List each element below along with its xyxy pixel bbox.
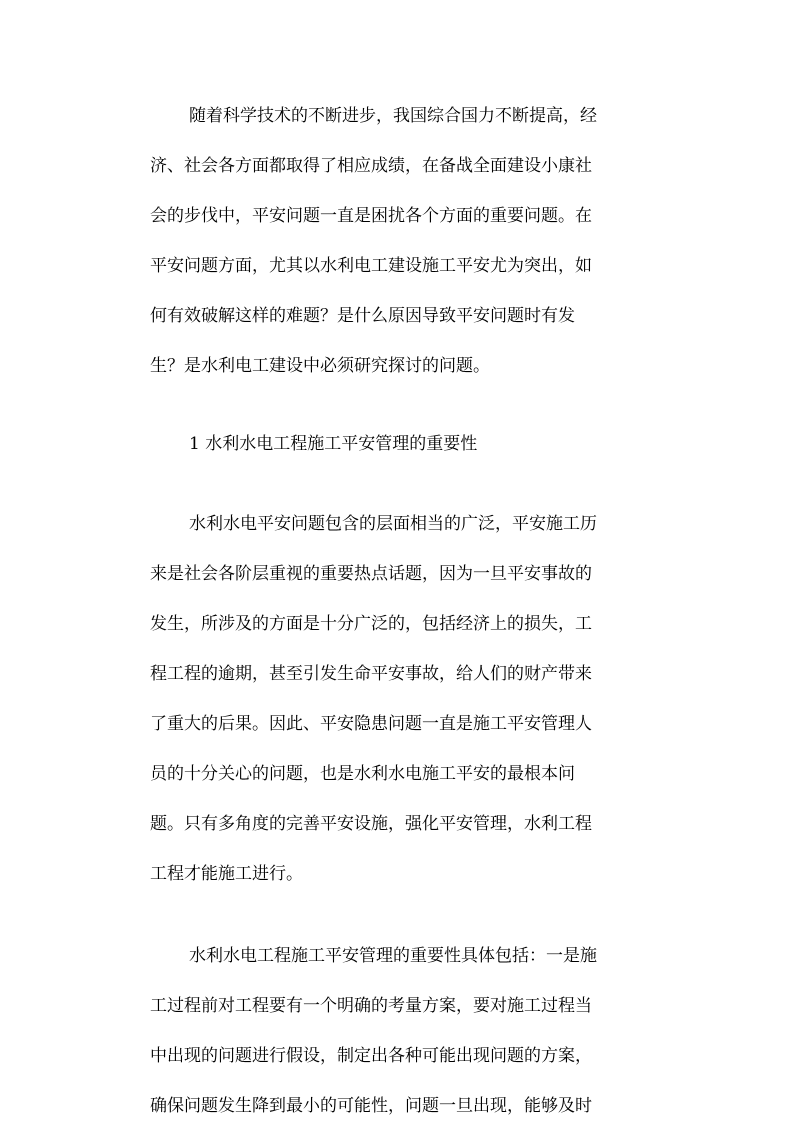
- body-paragraph-line: 水利水电平安问题包含的层面相当的广泛，平安施工历: [189, 514, 597, 534]
- body-paragraph-line: 员的十分关心的问题，也是水利水电施工平安的最根本问: [150, 764, 575, 784]
- intro-paragraph-line: 生？是水利电工建设中必须研究探讨的问题。: [150, 356, 490, 376]
- body-paragraph-line: 工过程前对工程要有一个明确的考量方案，要对施工过程当: [150, 996, 592, 1016]
- body-paragraph-line: 工程才能施工进行。: [150, 864, 303, 884]
- body-paragraph-line: 了重大的后果。因此、平安隐患问题一直是施工平安管理人: [150, 714, 592, 734]
- body-paragraph-line: 程工程的逾期，甚至引发生命平安事故，给人们的财产带来: [150, 664, 592, 684]
- body-paragraph-line: 中出现的问题进行假设，制定出各种可能出现问题的方案，: [150, 1046, 592, 1066]
- intro-paragraph-line: 随着科学技术的不断进步，我国综合国力不断提高，经: [189, 106, 597, 126]
- body-paragraph-line: 题。只有多角度的完善平安设施，强化平安管理，水利工程: [150, 814, 592, 834]
- body-paragraph-line: 来是社会各阶层重视的重要热点话题，因为一旦平安事故的: [150, 564, 592, 584]
- intro-paragraph-line: 会的步伐中，平安问题一直是困扰各个方面的重要问题。在: [150, 206, 592, 226]
- body-paragraph-line: 确保问题发生降到最小的可能性，问题一旦出现，能够及时: [150, 1096, 592, 1116]
- body-paragraph-line: 水利水电工程施工平安管理的重要性具体包括：一是施: [189, 946, 597, 966]
- body-paragraph-line: 发生，所涉及的方面是十分广泛的，包括经济上的损失，工: [150, 614, 592, 634]
- section-heading: 1 水利水电工程施工平安管理的重要性: [189, 434, 478, 454]
- intro-paragraph-line: 何有效破解这样的难题？是什么原因导致平安问题时有发: [150, 306, 575, 326]
- intro-paragraph-line: 济、社会各方面都取得了相应成绩，在备战全面建设小康社: [150, 156, 592, 176]
- intro-paragraph-line: 平安问题方面，尤其以水利电工建设施工平安尤为突出，如: [150, 256, 592, 276]
